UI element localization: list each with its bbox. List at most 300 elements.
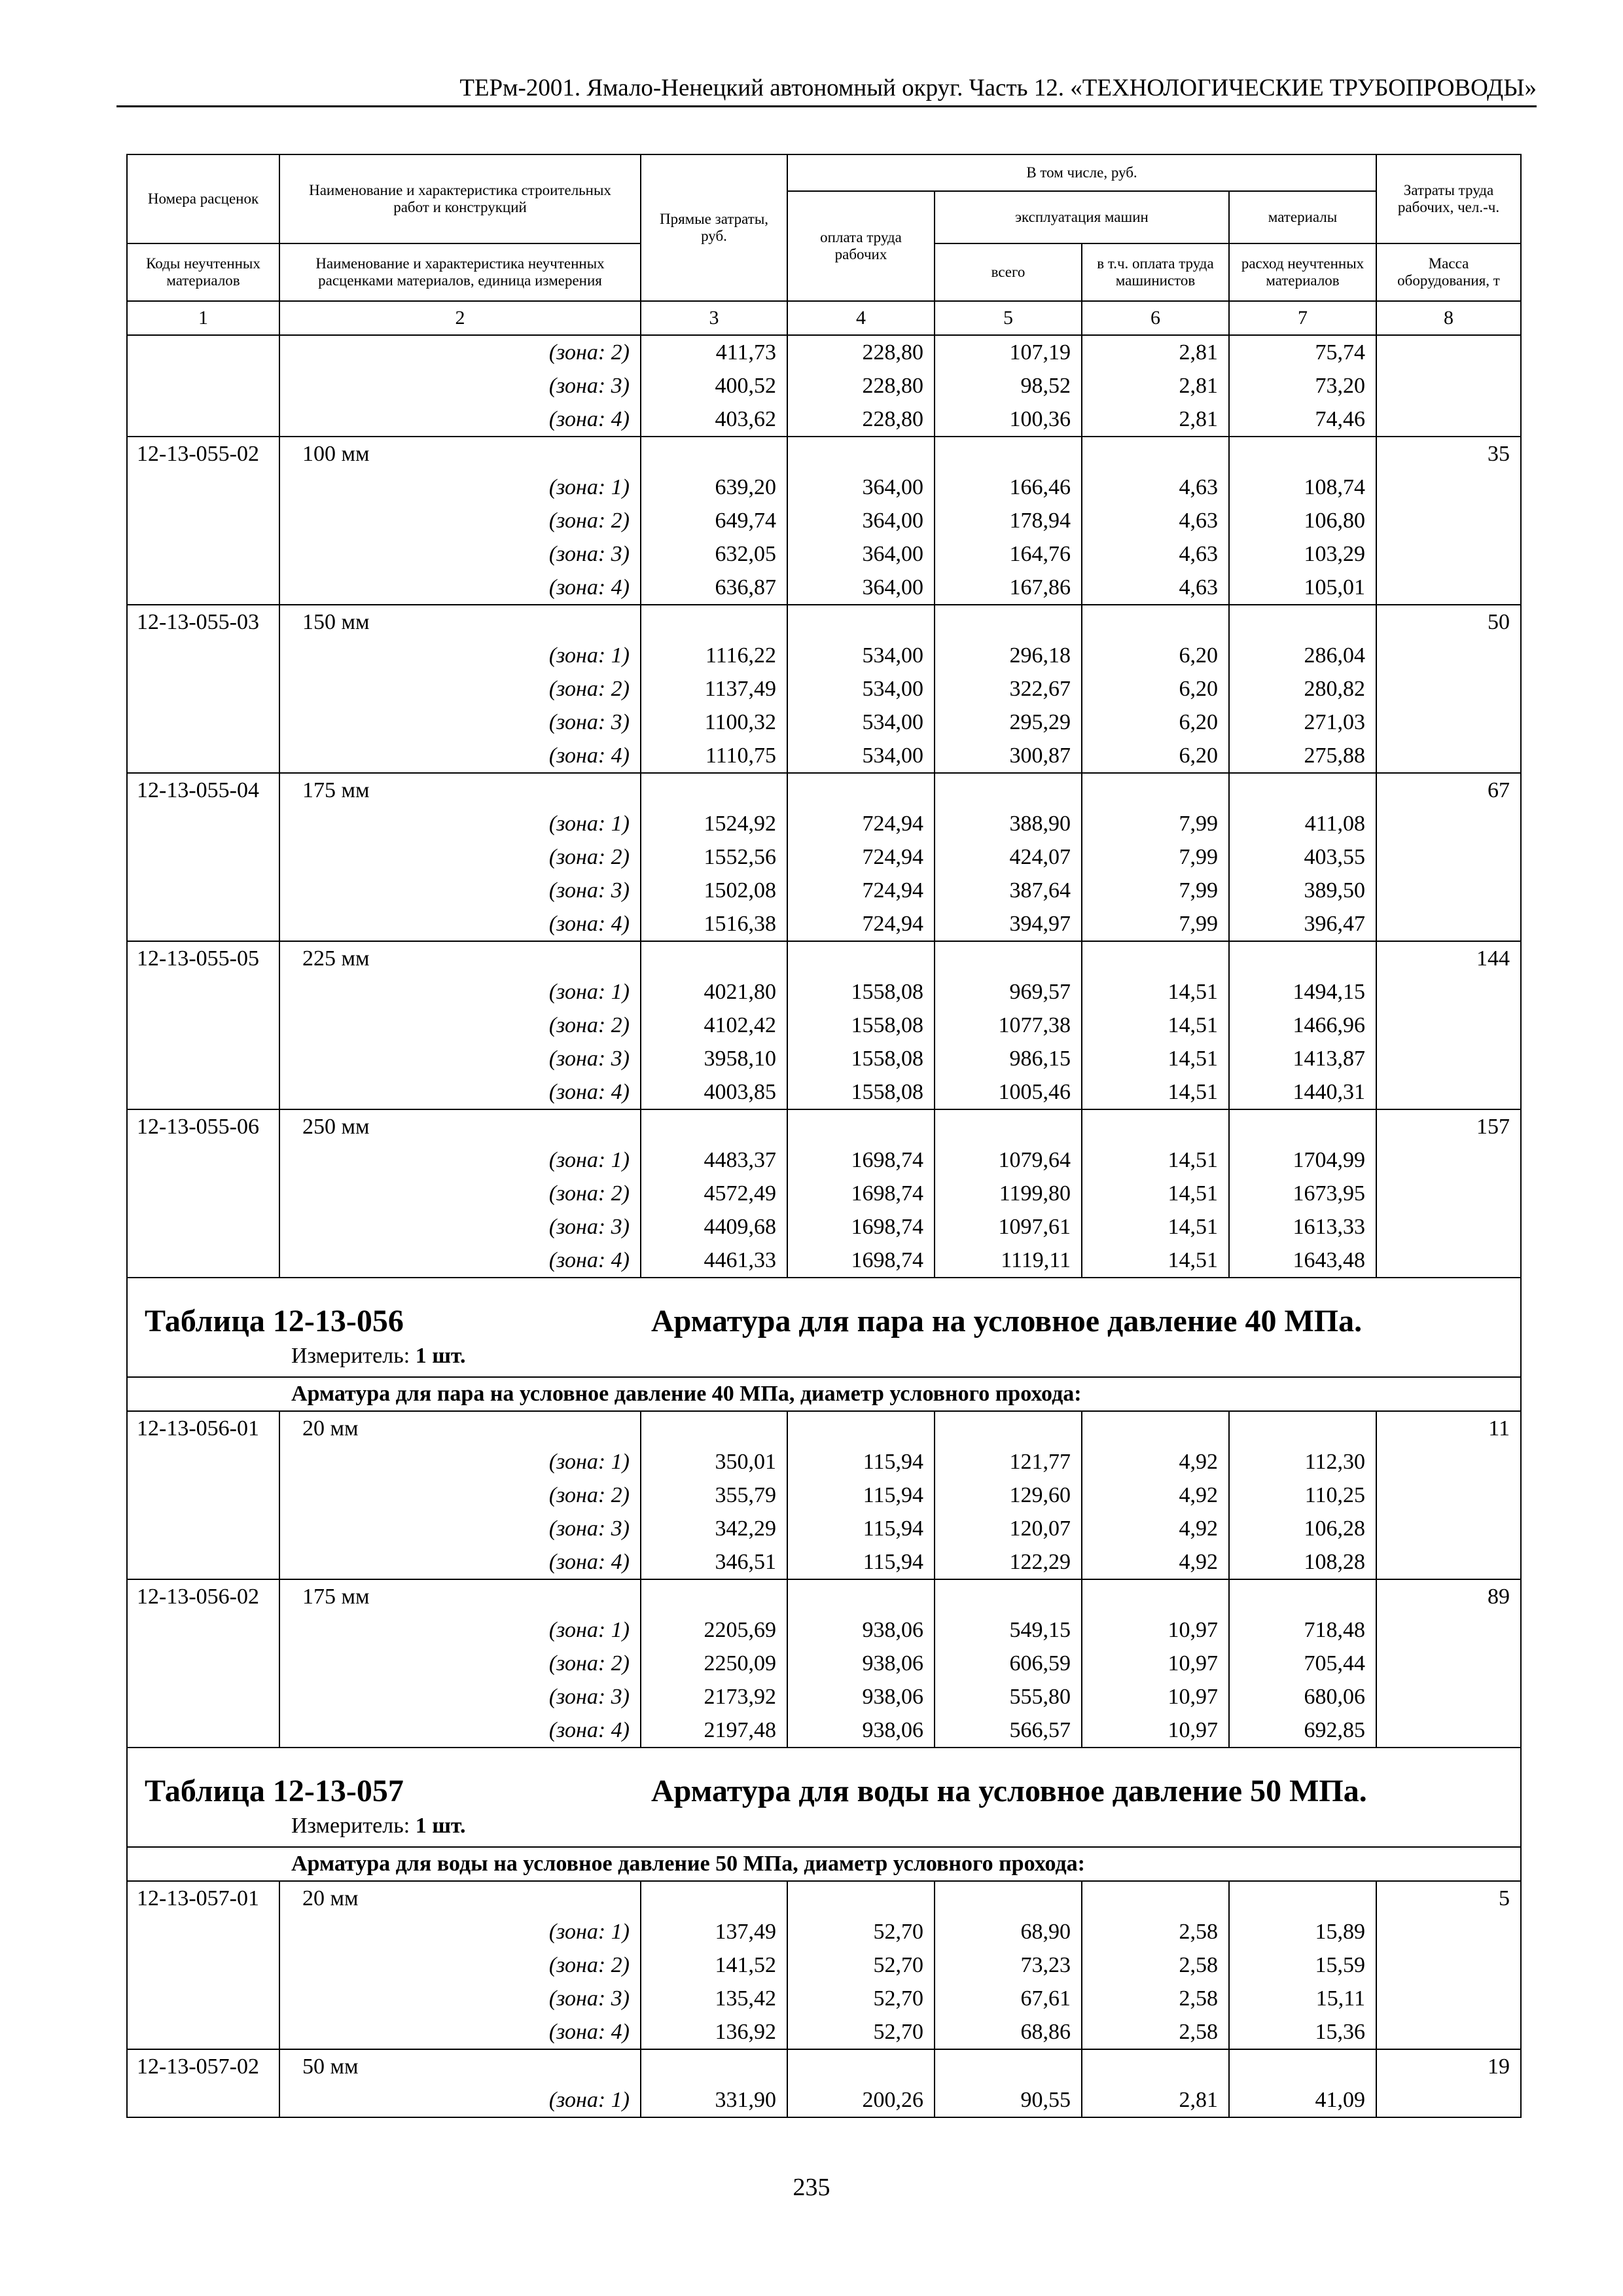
machinist-pay: 6,20	[1082, 639, 1229, 672]
labor-hours	[1376, 403, 1521, 437]
empty-cell	[935, 437, 1082, 471]
table-row	[127, 672, 1521, 706]
direct-cost: 2250,09	[641, 1647, 787, 1680]
header-machines: эксплуатация машин	[935, 191, 1229, 243]
machinist-pay: 7,99	[1082, 874, 1229, 907]
empty-cell	[1082, 1579, 1229, 1613]
code-cell	[127, 1982, 279, 2015]
labor-hours: 19	[1376, 2049, 1521, 2083]
labor-hours	[1376, 1009, 1521, 1042]
code-cell	[127, 874, 279, 907]
labor-pay: 724,94	[787, 874, 935, 907]
empty-cell	[935, 1579, 1082, 1613]
machines-total: 122,29	[935, 1545, 1082, 1579]
table-row	[127, 1647, 1521, 1680]
header-col8-bottom: Масса оборудования, т	[1376, 243, 1521, 301]
machines-total: 90,55	[935, 2083, 1082, 2117]
machinist-pay: 2,58	[1082, 1915, 1229, 1948]
table-row	[127, 403, 1521, 437]
empty-cell	[1229, 605, 1376, 639]
machines-total: 295,29	[935, 706, 1082, 739]
table-name: Таблица 12-13-057	[145, 1774, 404, 1808]
labor-hours	[1376, 975, 1521, 1009]
code-cell	[127, 1210, 279, 1244]
machinist-pay: 4,63	[1082, 471, 1229, 504]
empty-cell	[641, 437, 787, 471]
machinist-pay: 14,51	[1082, 975, 1229, 1009]
table-row	[127, 1479, 1521, 1512]
header-rule	[116, 105, 1537, 107]
code-cell	[127, 1143, 279, 1177]
machines-total: 1199,80	[935, 1177, 1082, 1210]
zone-label: (зона: 3)	[279, 1680, 641, 1713]
materials-cost: 1613,33	[1229, 1210, 1376, 1244]
empty-cell	[641, 1109, 787, 1143]
colnum: 1	[127, 301, 279, 335]
labor-hours	[1376, 739, 1521, 773]
empty-cell	[1082, 1109, 1229, 1143]
code-cell	[127, 639, 279, 672]
code-cell	[127, 739, 279, 773]
labor-hours	[1376, 706, 1521, 739]
zone-label: (зона: 1)	[279, 975, 641, 1009]
labor-hours: 11	[1376, 1411, 1521, 1445]
materials-cost: 110,25	[1229, 1479, 1376, 1512]
code-cell	[127, 1512, 279, 1545]
table-row	[127, 1613, 1521, 1647]
materials-cost: 1673,95	[1229, 1177, 1376, 1210]
machines-total: 167,86	[935, 571, 1082, 605]
rate-header-row	[127, 1579, 1521, 1613]
table-row	[127, 1143, 1521, 1177]
zone-label: (зона: 2)	[279, 672, 641, 706]
unit-value: 1 шт.	[415, 1814, 466, 1838]
direct-cost: 649,74	[641, 504, 787, 537]
labor-pay: 534,00	[787, 739, 935, 773]
code-cell	[127, 840, 279, 874]
header-col4: оплата труда рабочих	[787, 191, 935, 301]
header-col3: Прямые затраты, руб.	[641, 154, 787, 301]
labor-hours	[1376, 1210, 1521, 1244]
labor-pay: 228,80	[787, 335, 935, 369]
empty-cell	[787, 1579, 935, 1613]
labor-pay: 228,80	[787, 369, 935, 403]
labor-pay: 115,94	[787, 1479, 935, 1512]
direct-cost: 411,73	[641, 335, 787, 369]
direct-cost: 4003,85	[641, 1075, 787, 1109]
direct-cost: 2173,92	[641, 1680, 787, 1713]
machines-total: 300,87	[935, 739, 1082, 773]
table-row	[127, 335, 1521, 369]
direct-cost: 350,01	[641, 1445, 787, 1479]
table-row	[127, 1244, 1521, 1278]
empty-cell	[935, 1411, 1082, 1445]
rate-header-row	[127, 437, 1521, 471]
labor-hours	[1376, 1680, 1521, 1713]
machinist-pay: 4,92	[1082, 1512, 1229, 1545]
machines-total: 1079,64	[935, 1143, 1082, 1177]
labor-pay: 938,06	[787, 1680, 935, 1713]
machines-total: 68,86	[935, 2015, 1082, 2049]
materials-cost: 411,08	[1229, 807, 1376, 840]
rate-code: 12-13-055-03	[127, 605, 279, 639]
table-title-row	[127, 1748, 1521, 1847]
zone-label: (зона: 1)	[279, 807, 641, 840]
machines-total: 555,80	[935, 1680, 1082, 1713]
materials-cost: 718,48	[1229, 1613, 1376, 1647]
code-cell	[127, 907, 279, 941]
table-heading: Арматура для воды на условное давление 50 МПа.	[651, 1774, 1367, 1808]
direct-cost: 4483,37	[641, 1143, 787, 1177]
table-title	[128, 1748, 1520, 1846]
table-row	[127, 1445, 1521, 1479]
code-cell	[127, 1445, 279, 1479]
empty-cell	[1082, 941, 1229, 975]
empty-cell	[641, 2049, 787, 2083]
labor-hours	[1376, 907, 1521, 941]
rate-header-row	[127, 2049, 1521, 2083]
direct-cost: 636,87	[641, 571, 787, 605]
code-cell	[127, 1244, 279, 1278]
machines-total: 178,94	[935, 504, 1082, 537]
machinist-pay: 4,92	[1082, 1479, 1229, 1512]
code-cell	[127, 706, 279, 739]
zone-label: (зона: 2)	[279, 840, 641, 874]
zone-label: (зона: 3)	[279, 369, 641, 403]
code-cell	[127, 1613, 279, 1647]
direct-cost: 4102,42	[641, 1009, 787, 1042]
machinist-pay: 2,58	[1082, 1982, 1229, 2015]
machines-total: 129,60	[935, 1479, 1082, 1512]
table-subheading-row	[127, 1377, 1521, 1411]
empty-cell	[935, 941, 1082, 975]
labor-pay: 1558,08	[787, 1075, 935, 1109]
table-row	[127, 1680, 1521, 1713]
rate-header-row	[127, 1109, 1521, 1143]
machines-total: 549,15	[935, 1613, 1082, 1647]
empty-cell	[1082, 773, 1229, 807]
direct-cost: 141,52	[641, 1948, 787, 1982]
labor-pay: 1558,08	[787, 1042, 935, 1075]
labor-hours	[1376, 1177, 1521, 1210]
materials-cost: 15,36	[1229, 2015, 1376, 2049]
labor-hours	[1376, 874, 1521, 907]
table-row	[127, 1713, 1521, 1748]
direct-cost: 331,90	[641, 2083, 787, 2117]
colnum: 3	[641, 301, 787, 335]
direct-cost: 135,42	[641, 1982, 787, 2015]
zone-label: (зона: 1)	[279, 471, 641, 504]
zone-label: (зона: 3)	[279, 706, 641, 739]
table-unit	[291, 1342, 466, 1370]
direct-cost: 4461,33	[641, 1244, 787, 1278]
empty-cell	[787, 1411, 935, 1445]
labor-hours	[1376, 1545, 1521, 1579]
machinist-pay: 14,51	[1082, 1075, 1229, 1109]
header-col5: всего	[935, 243, 1082, 301]
labor-hours	[1376, 1713, 1521, 1748]
direct-cost: 137,49	[641, 1915, 787, 1948]
labor-pay: 938,06	[787, 1713, 935, 1748]
code-cell	[127, 471, 279, 504]
labor-hours	[1376, 1445, 1521, 1479]
code-cell	[127, 1009, 279, 1042]
empty-cell	[787, 605, 935, 639]
table-subheading: Арматура для воды на условное давление 50 МПа, диаметр условного прохода:	[127, 1847, 1521, 1881]
machines-total: 107,19	[935, 335, 1082, 369]
machines-total: 73,23	[935, 1948, 1082, 1982]
labor-hours	[1376, 1479, 1521, 1512]
labor-hours	[1376, 369, 1521, 403]
empty-cell	[935, 605, 1082, 639]
empty-cell	[641, 1881, 787, 1915]
table-row	[127, 1512, 1521, 1545]
labor-hours	[1376, 2083, 1521, 2117]
labor-pay: 724,94	[787, 840, 935, 874]
table-subheading: Арматура для пара на условное давление 40 МПа, диаметр условного прохода:	[127, 1377, 1521, 1411]
materials-cost: 280,82	[1229, 672, 1376, 706]
table-row	[127, 807, 1521, 840]
zone-label: (зона: 3)	[279, 1982, 641, 2015]
empty-cell	[935, 2049, 1082, 2083]
table-heading: Арматура для пара на условное давление 40 МПа.	[651, 1304, 1363, 1338]
zone-label: (зона: 2)	[279, 1177, 641, 1210]
materials-cost: 74,46	[1229, 403, 1376, 437]
machines-total: 606,59	[935, 1647, 1082, 1680]
zone-label: (зона: 2)	[279, 504, 641, 537]
table-row	[127, 1042, 1521, 1075]
labor-pay: 115,94	[787, 1445, 935, 1479]
machines-total: 969,57	[935, 975, 1082, 1009]
code-cell	[127, 1479, 279, 1512]
unit-label: Измеритель:	[291, 1814, 410, 1838]
machinist-pay: 2,81	[1082, 335, 1229, 369]
zone-label: (зона: 2)	[279, 335, 641, 369]
zone-label: (зона: 1)	[279, 1915, 641, 1948]
empty-cell	[1229, 1109, 1376, 1143]
labor-hours	[1376, 1948, 1521, 1982]
table-row	[127, 1210, 1521, 1244]
machines-total: 120,07	[935, 1512, 1082, 1545]
materials-cost: 106,80	[1229, 504, 1376, 537]
empty-cell	[1229, 1881, 1376, 1915]
machines-total: 100,36	[935, 403, 1082, 437]
labor-pay: 52,70	[787, 1982, 935, 2015]
direct-cost: 400,52	[641, 369, 787, 403]
labor-pay: 364,00	[787, 471, 935, 504]
diameter-label: 175 мм	[279, 1579, 641, 1613]
table-row	[127, 1009, 1521, 1042]
machinist-pay: 14,51	[1082, 1177, 1229, 1210]
materials-cost: 1643,48	[1229, 1244, 1376, 1278]
table-row	[127, 1177, 1521, 1210]
direct-cost: 1137,49	[641, 672, 787, 706]
machinist-pay: 7,99	[1082, 840, 1229, 874]
labor-pay: 1698,74	[787, 1177, 935, 1210]
price-table	[126, 154, 1522, 2118]
empty-cell	[1082, 1881, 1229, 1915]
diameter-label: 150 мм	[279, 605, 641, 639]
colnum: 4	[787, 301, 935, 335]
machines-total: 296,18	[935, 639, 1082, 672]
machinist-pay: 4,92	[1082, 1545, 1229, 1579]
code-cell	[127, 1713, 279, 1748]
labor-hours	[1376, 1042, 1521, 1075]
rate-code: 12-13-056-02	[127, 1579, 279, 1613]
table-header	[127, 154, 1521, 335]
empty-cell	[1229, 941, 1376, 975]
direct-cost: 1552,56	[641, 840, 787, 874]
code-cell	[127, 672, 279, 706]
labor-pay: 1698,74	[787, 1244, 935, 1278]
table-row	[127, 1948, 1521, 1982]
labor-hours	[1376, 1075, 1521, 1109]
empty-cell	[1229, 1411, 1376, 1445]
code-cell	[127, 1948, 279, 1982]
table-title-row	[127, 1278, 1521, 1377]
zone-label: (зона: 1)	[279, 1445, 641, 1479]
labor-pay: 938,06	[787, 1647, 935, 1680]
direct-cost: 1524,92	[641, 807, 787, 840]
direct-cost: 1502,08	[641, 874, 787, 907]
unit-value: 1 шт.	[415, 1344, 466, 1368]
materials-cost: 1704,99	[1229, 1143, 1376, 1177]
materials-cost: 680,06	[1229, 1680, 1376, 1713]
machinist-pay: 6,20	[1082, 672, 1229, 706]
zone-label: (зона: 4)	[279, 571, 641, 605]
rate-code: 12-13-055-05	[127, 941, 279, 975]
labor-pay: 364,00	[787, 504, 935, 537]
rate-header-row	[127, 1411, 1521, 1445]
machines-total: 388,90	[935, 807, 1082, 840]
machinist-pay: 10,97	[1082, 1680, 1229, 1713]
code-cell	[127, 1545, 279, 1579]
unit-label: Измеритель:	[291, 1344, 410, 1368]
labor-hours: 50	[1376, 605, 1521, 639]
zone-label: (зона: 1)	[279, 2083, 641, 2117]
code-cell	[127, 369, 279, 403]
header-col1-bottom: Коды неучтенных материалов	[127, 243, 279, 301]
diameter-label: 175 мм	[279, 773, 641, 807]
machinist-pay: 14,51	[1082, 1210, 1229, 1244]
code-cell	[127, 2015, 279, 2049]
code-cell	[127, 537, 279, 571]
empty-cell	[641, 605, 787, 639]
materials-cost: 275,88	[1229, 739, 1376, 773]
materials-cost: 692,85	[1229, 1713, 1376, 1748]
empty-cell	[641, 773, 787, 807]
table-row	[127, 739, 1521, 773]
diameter-label: 50 мм	[279, 2049, 641, 2083]
code-cell	[127, 975, 279, 1009]
labor-pay: 534,00	[787, 672, 935, 706]
empty-cell	[1229, 437, 1376, 471]
labor-hours	[1376, 571, 1521, 605]
materials-cost: 1466,96	[1229, 1009, 1376, 1042]
materials-cost: 403,55	[1229, 840, 1376, 874]
machinist-pay: 14,51	[1082, 1143, 1229, 1177]
code-cell	[127, 807, 279, 840]
machines-total: 98,52	[935, 369, 1082, 403]
labor-pay: 52,70	[787, 1915, 935, 1948]
header-col2-bottom: Наименование и характеристика неучтенных расценками материалов, единица измерения	[279, 243, 641, 301]
materials-cost: 108,28	[1229, 1545, 1376, 1579]
rate-header-row	[127, 1881, 1521, 1915]
labor-hours	[1376, 1915, 1521, 1948]
labor-pay: 52,70	[787, 2015, 935, 2049]
labor-hours	[1376, 1143, 1521, 1177]
materials-cost: 105,01	[1229, 571, 1376, 605]
machinist-pay: 4,63	[1082, 537, 1229, 571]
empty-cell	[787, 941, 935, 975]
materials-cost: 108,74	[1229, 471, 1376, 504]
header-col2-top: Наименование и характеристика строительных работ и конструкций	[279, 154, 641, 243]
labor-pay: 1558,08	[787, 975, 935, 1009]
direct-cost: 136,92	[641, 2015, 787, 2049]
machinist-pay: 6,20	[1082, 739, 1229, 773]
labor-hours: 89	[1376, 1579, 1521, 1613]
labor-pay: 1558,08	[787, 1009, 935, 1042]
table-row	[127, 2015, 1521, 2049]
zone-label: (зона: 2)	[279, 1948, 641, 1982]
machines-total: 67,61	[935, 1982, 1082, 2015]
labor-pay: 364,00	[787, 537, 935, 571]
machinist-pay: 14,51	[1082, 1244, 1229, 1278]
zone-label: (зона: 3)	[279, 1210, 641, 1244]
machines-total: 322,67	[935, 672, 1082, 706]
table-row	[127, 1982, 1521, 2015]
machinist-pay: 10,97	[1082, 1713, 1229, 1748]
direct-cost: 2197,48	[641, 1713, 787, 1748]
materials-cost: 1440,31	[1229, 1075, 1376, 1109]
zone-label: (зона: 4)	[279, 1244, 641, 1278]
rate-code: 12-13-056-01	[127, 1411, 279, 1445]
empty-cell	[1082, 605, 1229, 639]
machinist-pay: 7,99	[1082, 807, 1229, 840]
labor-pay: 534,00	[787, 706, 935, 739]
zone-label: (зона: 4)	[279, 1545, 641, 1579]
table-row	[127, 1075, 1521, 1109]
labor-hours	[1376, 1613, 1521, 1647]
direct-cost: 403,62	[641, 403, 787, 437]
materials-cost: 705,44	[1229, 1647, 1376, 1680]
zone-label: (зона: 3)	[279, 1042, 641, 1075]
machines-total: 1097,61	[935, 1210, 1082, 1244]
empty-cell	[787, 437, 935, 471]
header-materials: материалы	[1229, 191, 1376, 243]
labor-hours: 35	[1376, 437, 1521, 471]
machines-total: 566,57	[935, 1713, 1082, 1748]
code-cell	[127, 1915, 279, 1948]
diameter-label: 225 мм	[279, 941, 641, 975]
materials-cost: 41,09	[1229, 2083, 1376, 2117]
empty-cell	[935, 773, 1082, 807]
direct-cost: 1110,75	[641, 739, 787, 773]
rate-header-row	[127, 941, 1521, 975]
labor-pay: 115,94	[787, 1512, 935, 1545]
labor-hours	[1376, 471, 1521, 504]
zone-label: (зона: 1)	[279, 1143, 641, 1177]
empty-cell	[935, 1881, 1082, 1915]
header-col6: в т.ч. оплата труда машинистов	[1082, 243, 1229, 301]
table-row	[127, 706, 1521, 739]
machinist-pay: 4,63	[1082, 504, 1229, 537]
machines-total: 166,46	[935, 471, 1082, 504]
labor-hours	[1376, 537, 1521, 571]
zone-label: (зона: 4)	[279, 1075, 641, 1109]
machinist-pay: 2,58	[1082, 2015, 1229, 2049]
header-col7: расход неучтенных материалов	[1229, 243, 1376, 301]
